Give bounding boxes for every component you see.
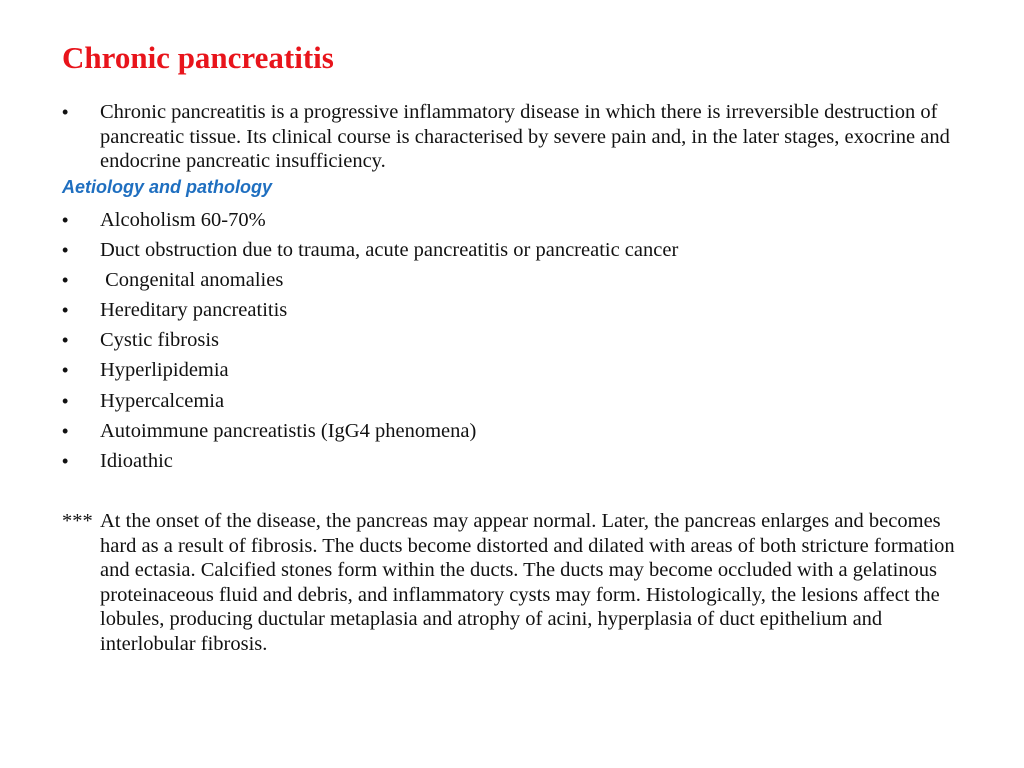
causes-list bbox=[62, 208, 962, 479]
intro-paragraph bbox=[62, 100, 962, 174]
bullet-icon: • bbox=[62, 330, 69, 351]
list-item-text: Duct obstruction due to trauma, acute pancreatitis or pancreatic cancer bbox=[100, 239, 679, 262]
slide-title: Chronic pancreatitis bbox=[62, 40, 334, 75]
list-item-text: Cystic fibrosis bbox=[100, 329, 220, 352]
list-item bbox=[62, 358, 962, 388]
list-item bbox=[62, 238, 962, 268]
list-item bbox=[62, 298, 962, 328]
note-text: At the onset of the disease, the pancreas may appear normal. Later, the pancreas enlarges and becomes hard as a result of fibrosis. The ducts become distorted and dilated with areas of both stricture formation and ectasia. Calcified stones form within the ducts. The ducts may become occluded with a gelatinous proteinaceous fluid and debris, and inflammatory cysts may form. Histologically, the lesions affect the lobules, producing ductular metaplasia and atrophy of acini, hyperplasia of duct epithelium and interlobular fibrosis. bbox=[100, 510, 955, 655]
list-item bbox=[62, 268, 962, 298]
list-item bbox=[62, 208, 962, 238]
list-item-text: Congenital anomalies bbox=[100, 269, 284, 292]
pathology-note bbox=[62, 509, 967, 656]
section-heading-aetiology: Aetiology and pathology bbox=[62, 177, 272, 197]
list-item-text: Hyperlipidemia bbox=[100, 359, 229, 382]
list-item bbox=[62, 419, 962, 449]
list-item-text: Hereditary pancreatitis bbox=[100, 299, 288, 322]
bullet-icon: • bbox=[62, 210, 69, 230]
list-item bbox=[62, 449, 962, 479]
bullet-icon: • bbox=[62, 390, 69, 411]
list-item-text: Alcoholism 60-70% bbox=[100, 209, 266, 231]
bullet-icon: • bbox=[62, 240, 69, 261]
list-item-text: Idioathic bbox=[100, 449, 173, 472]
bullet-icon: • bbox=[62, 450, 69, 471]
bullet-icon: • bbox=[62, 270, 69, 291]
bullet-icon: • bbox=[62, 300, 69, 321]
list-item bbox=[62, 389, 962, 419]
bullet-icon: • bbox=[62, 360, 69, 381]
bullet-icon: • bbox=[62, 102, 69, 122]
list-item-text: Hypercalcemia bbox=[100, 389, 225, 412]
list-item-text: Autoimmune pancreatistis (IgG4 phenomena) bbox=[100, 419, 477, 442]
note-marker: *** bbox=[62, 510, 93, 532]
list-item bbox=[62, 328, 962, 358]
intro-text: Chronic pancreatitis is a progressive inflammatory disease in which there is irreversible destruction of pancreatic tissue. Its clinical course is characterised by severe pain and, in the later stages, exocrine and endocrine pancreatic insufficiency. bbox=[100, 101, 950, 172]
bullet-icon: • bbox=[62, 420, 69, 441]
